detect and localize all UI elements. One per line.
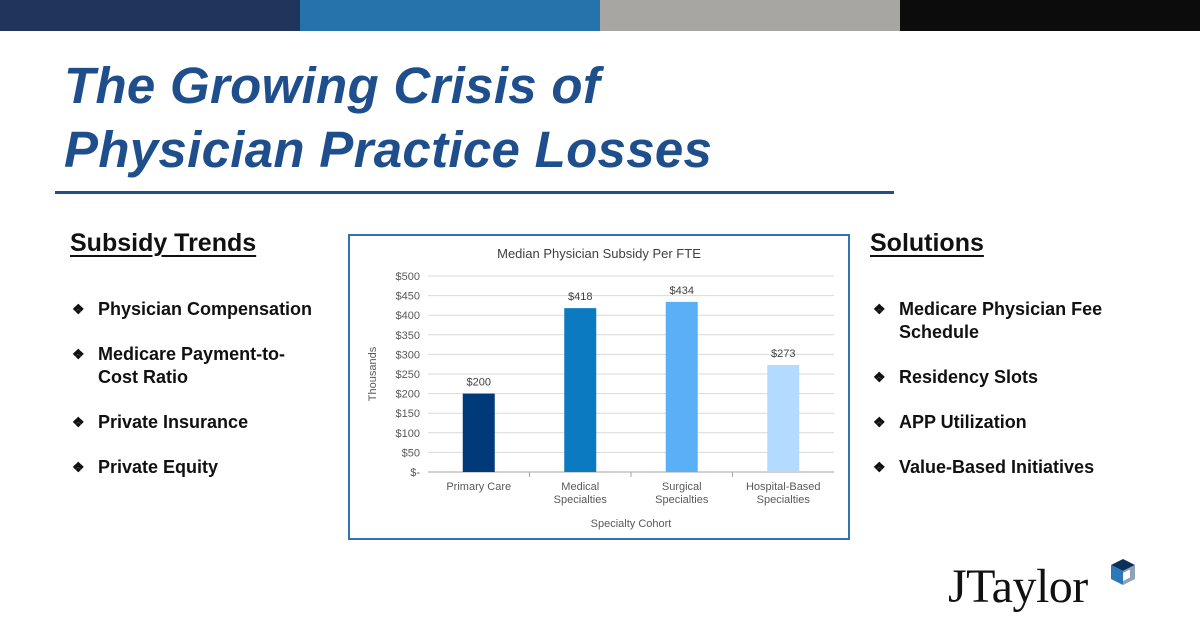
y-axis-label: Thousands <box>367 346 379 402</box>
top-bar-segment-blue <box>300 0 600 31</box>
left-bullet-text: Physician Compensation <box>98 299 313 319</box>
bar <box>564 308 596 472</box>
y-tick-label: $400 <box>395 310 420 323</box>
diamond-quad-icon: ❖ <box>873 301 886 317</box>
slide-title-line-2: Physician Practice Losses <box>64 121 713 178</box>
y-tick-label: $500 <box>395 271 420 283</box>
left-bullet-item <box>72 343 312 389</box>
subsidy-trends-list <box>72 298 312 501</box>
cube-icon <box>1108 557 1138 587</box>
slide-title <box>64 54 712 182</box>
bar <box>463 394 495 472</box>
right-bullet-item <box>873 298 1102 344</box>
diamond-quad-icon: ❖ <box>72 414 85 430</box>
slide-title-line-1: The Growing Crisis of <box>64 57 601 114</box>
x-tick-label: Specialties <box>655 494 709 506</box>
y-tick-label: $450 <box>395 290 420 303</box>
x-tick-label: Surgical <box>661 481 702 493</box>
x-tick-label: Specialties <box>756 494 810 506</box>
y-tick-label: $150 <box>395 408 420 421</box>
data-label: $418 <box>568 291 593 304</box>
top-bar-segment-gray <box>600 0 900 31</box>
x-axis-label: Specialty Cohort <box>590 518 672 530</box>
diamond-quad-icon: ❖ <box>72 346 85 362</box>
left-bullet-text: Private Equity <box>98 457 219 477</box>
diamond-quad-icon: ❖ <box>873 369 886 385</box>
left-bullet-item <box>72 298 312 321</box>
bar <box>666 302 698 472</box>
diamond-quad-icon: ❖ <box>873 459 886 475</box>
data-label: $273 <box>771 347 796 360</box>
x-tick-label: Hospital-Based <box>745 481 821 493</box>
solutions-heading: Solutions <box>870 229 984 257</box>
left-bullet-item <box>72 456 312 479</box>
data-label: $200 <box>466 376 491 389</box>
logo-wordmark: JTaylor <box>948 560 1088 613</box>
y-tick-label: $50 <box>401 447 420 460</box>
bar <box>767 365 799 472</box>
top-bar-segment-navy <box>0 0 300 31</box>
diamond-quad-icon: ❖ <box>873 414 886 430</box>
left-bullet-text: Private Insurance <box>98 412 249 432</box>
right-bullet-item <box>873 366 1102 389</box>
right-bullet-text: Value-Based Initiatives <box>899 457 1095 477</box>
right-bullet-text: Residency Slots <box>899 367 1039 387</box>
x-tick-label: Specialties <box>553 494 607 506</box>
subsidy-chart <box>348 234 850 540</box>
title-divider <box>55 191 894 194</box>
subsidy-chart-svg <box>350 236 848 538</box>
left-bullet-text: Medicare Payment-to- <box>98 344 286 364</box>
diamond-quad-icon: ❖ <box>72 459 85 475</box>
left-bullet-text: Cost Ratio <box>98 367 188 387</box>
right-bullet-text: APP Utilization <box>899 412 1027 432</box>
y-tick-label: $200 <box>395 388 420 401</box>
y-tick-label: $100 <box>395 427 420 440</box>
data-label: $434 <box>669 284 694 297</box>
diamond-quad-icon: ❖ <box>72 301 85 317</box>
y-tick-label: $- <box>410 467 420 479</box>
right-bullet-text: Medicare Physician Fee <box>899 299 1103 319</box>
left-bullet-item <box>72 411 312 434</box>
top-bar-segment-black <box>900 0 1200 31</box>
right-bullet-item <box>873 456 1102 479</box>
solutions-list <box>873 298 1102 501</box>
x-tick-label: Primary Care <box>446 481 512 493</box>
top-color-bar <box>0 0 1200 31</box>
y-tick-label: $350 <box>395 329 420 342</box>
right-bullet-item <box>873 411 1102 434</box>
y-tick-label: $300 <box>395 349 420 362</box>
x-tick-label: Medical <box>561 481 600 493</box>
chart-title: Median Physician Subsidy Per FTE <box>497 246 701 261</box>
right-bullet-text: Schedule <box>899 322 980 342</box>
y-tick-label: $250 <box>395 369 420 381</box>
subsidy-trends-heading: Subsidy Trends <box>70 229 257 257</box>
